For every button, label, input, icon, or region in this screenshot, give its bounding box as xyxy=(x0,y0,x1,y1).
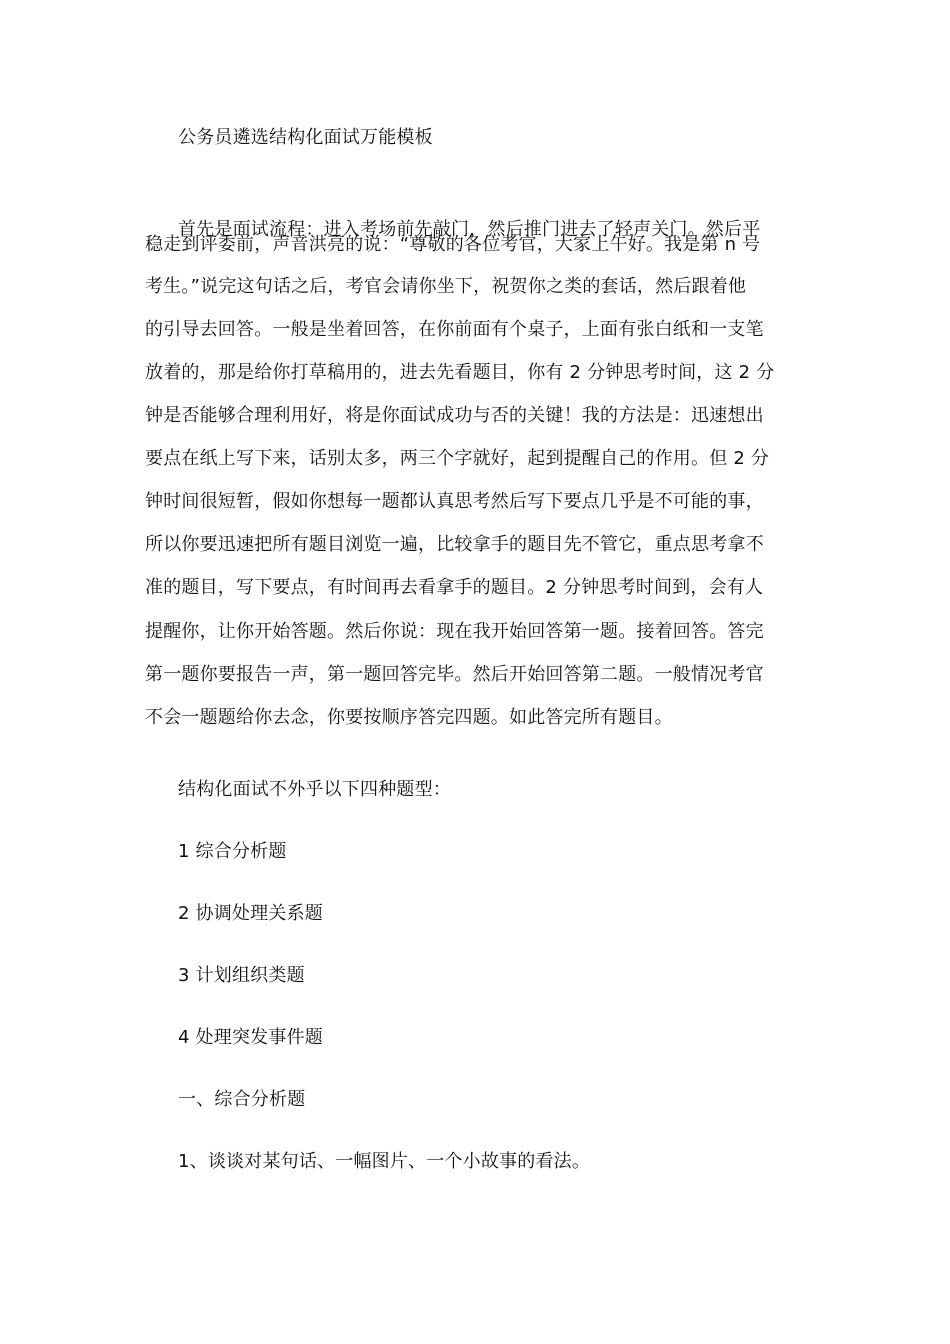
document-title: 公务员遴选结构化面试万能模板 xyxy=(178,127,433,148)
intro-line-4: 的引导去回答。一般是坐着回答，在你前面有个桌子，上面有张白纸和一支笔 xyxy=(145,319,764,340)
intro-line-12: 第一题你要报告一声，第一题回答完毕。然后开始回答第二题。一般情况考官 xyxy=(145,664,764,685)
question-type-2: 2 协调处理关系题 xyxy=(178,903,323,924)
intro-line-3: 考生。”说完这句话之后，考官会请你坐下，祝贺你之类的套话，然后跟着他 xyxy=(145,276,747,297)
intro-line-5: 放着的，那是给你打草稿用的，进去先看题目，你有 2 分钟思考时间，这 2 分 xyxy=(145,362,775,383)
intro-line-1: 首先是面试流程：进入考场前先敲门，然后推门进去了轻声关门。然后平 xyxy=(178,219,761,240)
intro-line-6: 钟是否能够合理利用好，将是你面试成功与否的关键！我的方法是：迅速想出 xyxy=(145,405,764,426)
intro-line-8: 钟时间很短暂，假如你想每一题都认真思考然后写下要点几乎是不可能的事， xyxy=(145,491,764,512)
section-item-1: 1、谈谈对某句话、一幅图片、一个小故事的看法。 xyxy=(178,1151,591,1172)
question-type-4: 4 处理突发事件题 xyxy=(178,1027,323,1048)
intro-line-13: 不会一题题给你去念，你要按顺序答完四题。如此答完所有题目。 xyxy=(145,707,673,728)
section-heading: 一、综合分析题 xyxy=(178,1089,306,1110)
intro-line-9: 所以你要迅速把所有题目浏览一遍，比较拿手的题目先不管它，重点思考拿不 xyxy=(145,534,764,555)
intro-line-2: 稳走到评委前，声音洪亮的说：“尊敬的各位考官，大家上午好。我是第 n 号 xyxy=(145,234,761,255)
intro-line-7: 要点在纸上写下来，话别太多，两三个字就好，起到提醒自己的作用。但 2 分 xyxy=(145,448,770,469)
intro-line-11: 提醒你，让你开始答题。然后你说：现在我开始回答第一题。接着回答。答完 xyxy=(145,621,764,642)
question-type-3: 3 计划组织类题 xyxy=(178,965,305,986)
intro-line-10: 准的题目，写下要点，有时间再去看拿手的题目。2 分钟思考时间到，会有人 xyxy=(145,577,764,598)
question-types-intro: 结构化面试不外乎以下四种题型： xyxy=(178,779,451,800)
question-type-1: 1 综合分析题 xyxy=(178,841,287,862)
